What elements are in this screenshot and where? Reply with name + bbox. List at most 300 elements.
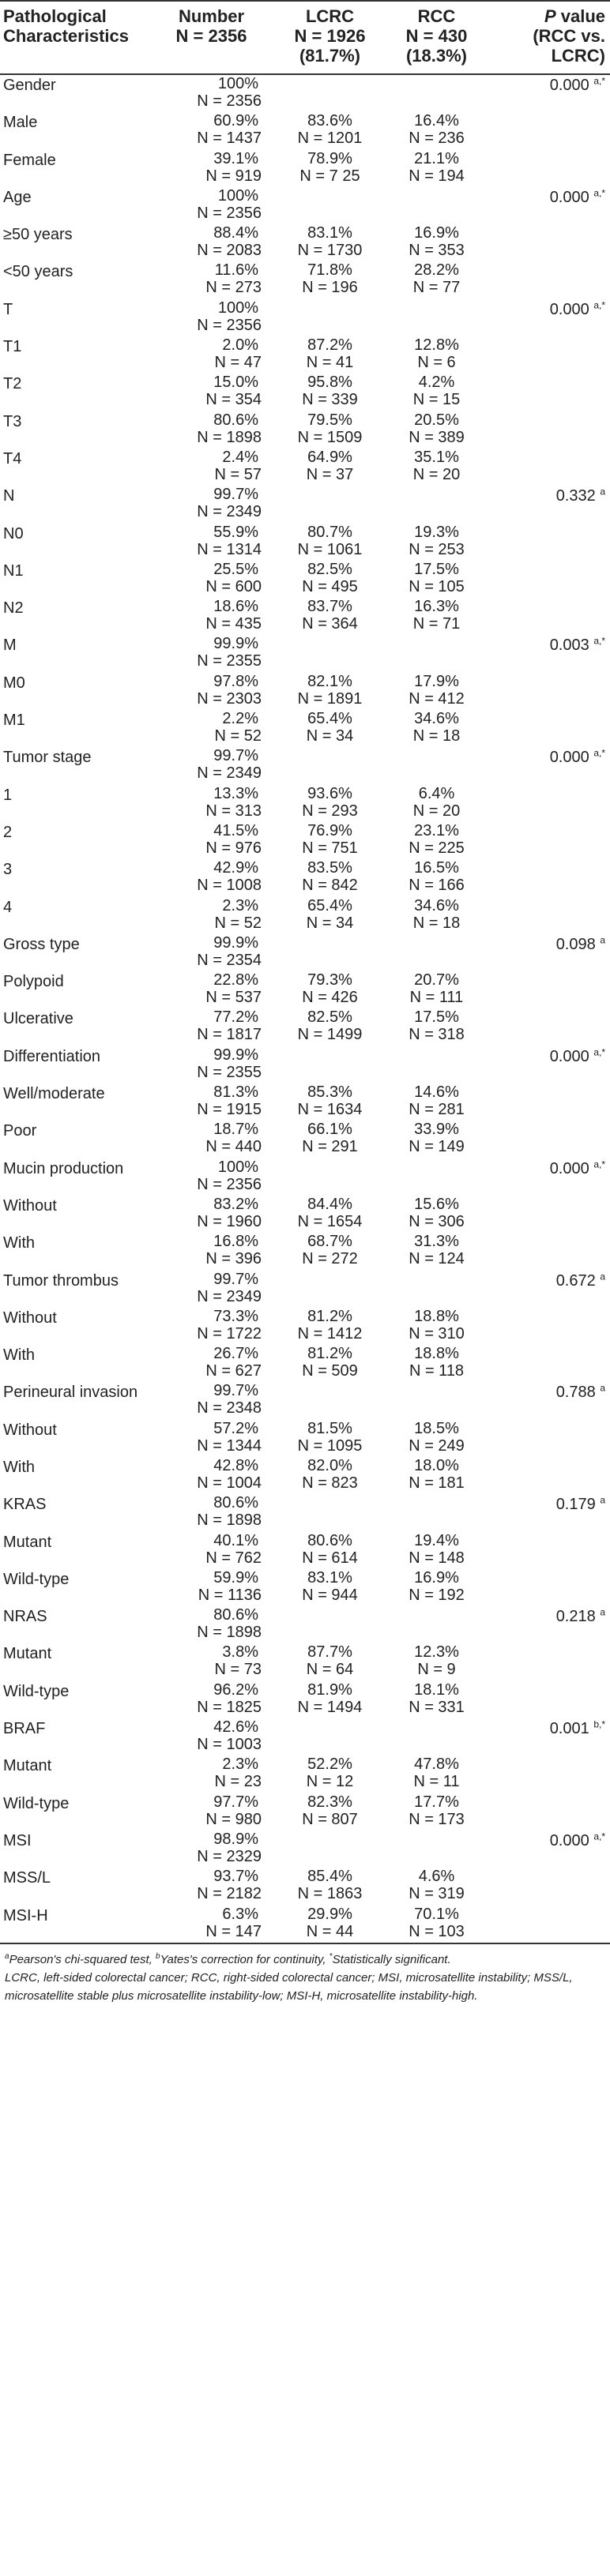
- cell-number: 77.2% N = 1817: [197, 1008, 262, 1044]
- cell-rcc: [387, 74, 486, 112]
- cell-rcc: 4.2% N = 15: [412, 374, 461, 409]
- header-rcc: RCC N = 430 (18.3%): [405, 6, 468, 66]
- row-label: Mucin production: [3, 1159, 124, 1177]
- cell-lcrc: 82.5% N = 495: [302, 560, 358, 595]
- cell-number: 18.7% N = 440: [205, 1121, 262, 1156]
- row-label: MSI-H: [3, 1906, 48, 1924]
- cell-p-value: [486, 1008, 610, 1046]
- header-p-value: P value (RCC vs. LCRC): [533, 6, 605, 66]
- cell-rcc: 16.5% N = 166: [409, 859, 465, 895]
- row-label: T4: [3, 449, 22, 468]
- cell-rcc: [387, 1718, 486, 1756]
- cell-p-value: [486, 1532, 610, 1569]
- cell-p-value: 0.000 $^{a,*}$: [549, 1046, 605, 1065]
- row-label: BRAF: [3, 1720, 46, 1738]
- row-label: Without: [3, 1309, 57, 1327]
- cell-p-value: [486, 150, 610, 187]
- cell-number: 100% N = 2356: [197, 75, 262, 110]
- table-row: [0, 150, 610, 187]
- cell-rcc: 19.4% N = 148: [409, 1531, 465, 1567]
- row-label: 2: [3, 823, 13, 841]
- row-label: Poor: [3, 1122, 37, 1140]
- cell-lcrc: 82.5% N = 1499: [297, 1008, 363, 1044]
- cell-number: 100% N = 2356: [197, 186, 262, 222]
- cell-p-value: 0.179 $^a$: [555, 1494, 605, 1514]
- cell-lcrc: [273, 1718, 387, 1756]
- cell-number: 98.9% N = 2329: [197, 1830, 262, 1865]
- cell-number: 96.2% N = 1825: [197, 1680, 262, 1716]
- cell-p-value: [486, 561, 610, 598]
- cell-lcrc: [273, 1831, 387, 1868]
- row-label: M0: [3, 674, 25, 692]
- table-row: [0, 1868, 610, 1905]
- row-label: MSS/L: [3, 1869, 51, 1887]
- row-label: Female: [3, 151, 56, 169]
- row-label: Well/moderate: [3, 1085, 105, 1103]
- cell-p-value: [486, 1083, 610, 1121]
- cell-rcc: 35.1% N = 20: [412, 448, 461, 483]
- row-label: 4: [3, 898, 13, 916]
- table-row: [0, 598, 610, 635]
- row-label: T3: [3, 412, 22, 430]
- cell-lcrc: 81.9% N = 1494: [297, 1680, 363, 1716]
- cell-p-value: [486, 374, 610, 411]
- table-row: [0, 1831, 610, 1868]
- cell-lcrc: 85.3% N = 1634: [297, 1083, 363, 1119]
- cell-p-value: [486, 1345, 610, 1382]
- row-label: Age: [3, 188, 32, 206]
- cell-p-value: 0.003 $^{a,*}$: [549, 635, 605, 655]
- cell-rcc: [387, 187, 486, 224]
- cell-number: 26.7% N = 627: [205, 1345, 262, 1380]
- cell-p-value: [486, 1681, 610, 1718]
- cell-rcc: 12.8% N = 6: [414, 336, 459, 372]
- cell-lcrc: [273, 1606, 387, 1643]
- cell-lcrc: 81.2% N = 1412: [297, 1307, 363, 1342]
- cell-p-value: 0.098 $^a$: [555, 934, 605, 953]
- cell-number: 3.8% N = 73: [214, 1643, 262, 1679]
- cell-number: 81.3% N = 1915: [197, 1083, 262, 1119]
- cell-lcrc: 83.6% N = 1201: [297, 112, 363, 148]
- table-row: [0, 1008, 610, 1046]
- table-row: [0, 971, 610, 1008]
- cell-rcc: 18.0% N = 181: [409, 1456, 465, 1492]
- cell-lcrc: 79.3% N = 426: [302, 971, 358, 1007]
- table-row: [0, 1756, 610, 1793]
- cell-lcrc: [273, 187, 387, 224]
- cell-p-value: 0.001 $^{b,*}$: [549, 1718, 605, 1738]
- cell-p-value: 0.000 $^{a,*}$: [549, 187, 605, 206]
- row-label: T2: [3, 375, 22, 393]
- table-row: [0, 1643, 610, 1680]
- cell-lcrc: 29.9% N = 44: [306, 1905, 354, 1940]
- cell-p-value: 0.000 $^{a,*}$: [549, 1158, 605, 1177]
- cell-rcc: 18.8% N = 118: [409, 1345, 465, 1380]
- cell-p-value: [486, 336, 610, 374]
- table-row: [0, 1420, 610, 1457]
- row-label: 1: [3, 786, 13, 804]
- cell-lcrc: 84.4% N = 1654: [297, 1195, 363, 1230]
- row-label: Gross type: [3, 935, 80, 953]
- cell-number: 2.4% N = 57: [214, 448, 262, 483]
- cell-rcc: 34.6% N = 18: [412, 710, 461, 745]
- cell-number: 42.6% N = 1003: [197, 1718, 262, 1754]
- cell-rcc: [387, 1494, 486, 1531]
- cell-lcrc: [273, 1271, 387, 1308]
- row-label: Perineural invasion: [3, 1384, 138, 1402]
- row-label: N: [3, 487, 15, 505]
- table-row: [0, 1382, 610, 1419]
- cell-number: 99.7% N = 2348: [197, 1382, 262, 1418]
- row-label: Mutant: [3, 1533, 52, 1551]
- cell-rcc: [387, 1382, 486, 1419]
- table-row: [0, 261, 610, 299]
- cell-p-value: [486, 224, 610, 261]
- cell-rcc: 15.6% N = 306: [409, 1195, 465, 1230]
- cell-p-value: [486, 261, 610, 299]
- row-label: N1: [3, 561, 24, 580]
- header-lcrc: LCRC N = 1926 (81.7%): [294, 6, 366, 66]
- cell-number: 18.6% N = 435: [205, 598, 262, 633]
- cell-rcc: 47.8% N = 11: [413, 1756, 460, 1791]
- row-label: Tumor stage: [3, 749, 92, 767]
- cell-rcc: 23.1% N = 225: [409, 821, 465, 857]
- cell-p-value: [486, 673, 610, 710]
- cell-p-value: [486, 1420, 610, 1457]
- cell-lcrc: [273, 299, 387, 336]
- table-row: [0, 1718, 610, 1756]
- cell-p-value: [486, 1868, 610, 1905]
- cell-rcc: 33.9% N = 149: [409, 1121, 465, 1156]
- row-label: Gender: [3, 77, 56, 94]
- cell-lcrc: 81.5% N = 1095: [297, 1419, 363, 1455]
- cell-lcrc: 78.9% N = 7 25: [299, 149, 360, 185]
- table-row: [0, 299, 610, 336]
- table-row: [0, 934, 610, 971]
- cell-p-value: 0.000 $^{a,*}$: [549, 1831, 605, 1849]
- cell-p-value: 0.000 $^{a,*}$: [549, 747, 605, 767]
- cell-lcrc: 76.9% N = 751: [302, 821, 358, 857]
- cell-lcrc: 80.7% N = 1061: [297, 523, 363, 558]
- row-label: Mutant: [3, 1645, 52, 1663]
- cell-lcrc: [273, 1046, 387, 1083]
- cell-lcrc: 71.8% N = 196: [302, 261, 358, 297]
- table-row: [0, 561, 610, 598]
- cell-rcc: [387, 299, 486, 336]
- cell-number: 13.3% N = 313: [205, 784, 262, 820]
- cell-rcc: 16.9% N = 192: [409, 1568, 465, 1604]
- row-label: MSI: [3, 1831, 32, 1849]
- cell-rcc: 18.1% N = 331: [409, 1680, 465, 1716]
- cell-lcrc: 83.5% N = 842: [302, 859, 358, 895]
- cell-lcrc: 82.0% N = 823: [302, 1456, 358, 1492]
- cell-lcrc: 81.2% N = 509: [302, 1345, 358, 1380]
- cell-number: 59.9% N = 1136: [198, 1568, 262, 1604]
- cell-p-value: [486, 1569, 610, 1606]
- cell-number: 40.1% N = 762: [205, 1531, 262, 1567]
- cell-lcrc: 87.7% N = 64: [306, 1643, 354, 1679]
- table-row: [0, 747, 610, 784]
- cell-number: 2.3% N = 23: [214, 1756, 262, 1791]
- cell-rcc: 17.5% N = 318: [409, 1008, 465, 1044]
- cell-lcrc: 52.2% N = 12: [306, 1756, 354, 1791]
- cell-p-value: 0.788 $^a$: [555, 1382, 605, 1402]
- table-row: [0, 1532, 610, 1569]
- cell-lcrc: 83.1% N = 1730: [297, 224, 363, 260]
- table-row: [0, 74, 610, 112]
- table-row: [0, 1121, 610, 1158]
- table-row: [0, 1083, 610, 1121]
- table-row: [0, 897, 610, 934]
- cell-rcc: 14.6% N = 281: [409, 1083, 465, 1119]
- cell-rcc: 28.2% N = 77: [412, 261, 461, 297]
- cell-p-value: 0.672 $^a$: [555, 1270, 605, 1290]
- cell-rcc: 6.4% N = 20: [412, 784, 461, 820]
- table-row: [0, 710, 610, 747]
- cell-lcrc: [273, 934, 387, 971]
- row-label: T1: [3, 338, 22, 356]
- footnote-line-2: LCRC, left-sided colorectal cancer; RCC, right-sided colorectal cancer; MSI, microsatellite instability; MSS/L, microsatellite stable plus microsatellite instability-low; MSI-H, microsatellite instability-high.: [5, 1970, 573, 2003]
- cell-p-value: [486, 971, 610, 1008]
- table-row: [0, 635, 610, 672]
- table-row: [0, 1494, 610, 1531]
- cell-p-value: [486, 1457, 610, 1494]
- cell-p-value: [486, 1643, 610, 1680]
- cell-lcrc: [273, 747, 387, 784]
- cell-lcrc: 65.4% N = 34: [306, 896, 354, 932]
- cell-p-value: [486, 1233, 610, 1270]
- cell-number: 6.3% N = 147: [205, 1905, 262, 1940]
- cell-rcc: [387, 1046, 486, 1083]
- cell-p-value: [486, 1756, 610, 1793]
- cell-number: 99.7% N = 2349: [197, 1270, 262, 1305]
- cell-p-value: [486, 1196, 610, 1233]
- cell-lcrc: 65.4% N = 34: [306, 710, 354, 745]
- cell-p-value: [486, 411, 610, 449]
- row-label: Differentiation: [3, 1047, 101, 1065]
- cell-rcc: 19.3% N = 253: [409, 523, 465, 558]
- table-body: [0, 74, 610, 1943]
- cell-lcrc: 66.1% N = 291: [302, 1121, 358, 1156]
- cell-number: 2.3% N = 52: [214, 896, 262, 932]
- row-label: With: [3, 1234, 35, 1252]
- row-label: M: [3, 636, 17, 655]
- cell-number: 11.6% N = 273: [205, 261, 262, 297]
- cell-rcc: 18.8% N = 310: [409, 1307, 465, 1342]
- cell-number: 42.9% N = 1008: [197, 859, 262, 895]
- cell-lcrc: 87.2% N = 41: [306, 336, 354, 372]
- row-label: Without: [3, 1196, 57, 1215]
- table-row: [0, 1345, 610, 1382]
- cell-lcrc: 80.6% N = 614: [302, 1531, 358, 1567]
- row-label: Without: [3, 1421, 57, 1439]
- table-row: [0, 486, 610, 523]
- table-row: [0, 1606, 610, 1643]
- cell-lcrc: [273, 74, 387, 112]
- cell-p-value: [486, 449, 610, 486]
- cell-p-value: [486, 897, 610, 934]
- cell-number: 57.2% N = 1344: [197, 1419, 262, 1455]
- cell-lcrc: [273, 486, 387, 523]
- row-label: Ulcerative: [3, 1010, 73, 1028]
- cell-p-value: [486, 1906, 610, 1943]
- cell-number: 99.7% N = 2349: [197, 486, 262, 521]
- cell-number: 97.7% N = 980: [205, 1793, 262, 1828]
- cell-number: 99.9% N = 2355: [197, 635, 262, 670]
- cell-rcc: [387, 1271, 486, 1308]
- cell-number: 100% N = 2356: [197, 1158, 262, 1193]
- cell-p-value: [486, 598, 610, 635]
- cell-p-value: [486, 859, 610, 896]
- table-row: [0, 411, 610, 449]
- row-label: NRAS: [3, 1608, 47, 1626]
- table-row: [0, 1233, 610, 1270]
- cell-number: 73.3% N = 1722: [197, 1307, 262, 1342]
- cell-number: 42.8% N = 1004: [197, 1456, 262, 1492]
- cell-number: 25.5% N = 600: [205, 560, 262, 595]
- table-row: [0, 1196, 610, 1233]
- cell-lcrc: 93.6% N = 293: [302, 784, 358, 820]
- cell-number: 41.5% N = 976: [205, 821, 262, 857]
- cell-lcrc: [273, 1382, 387, 1419]
- cell-rcc: [387, 1831, 486, 1868]
- cell-rcc: 17.7% N = 173: [409, 1793, 465, 1828]
- cell-lcrc: [273, 1158, 387, 1196]
- cell-p-value: [486, 710, 610, 747]
- cell-number: 99.9% N = 2355: [197, 1046, 262, 1081]
- cell-number: 2.0% N = 47: [214, 336, 262, 372]
- table-row: [0, 1906, 610, 1943]
- cell-rcc: [387, 1158, 486, 1196]
- table-row: [0, 785, 610, 822]
- table-row: [0, 449, 610, 486]
- row-label: KRAS: [3, 1496, 47, 1514]
- row-label: Male: [3, 114, 38, 132]
- table-row: [0, 224, 610, 261]
- header-characteristics: Pathological Characteristics: [3, 6, 129, 46]
- cell-lcrc: 85.4% N = 1863: [297, 1868, 363, 1903]
- cell-rcc: 20.7% N = 111: [409, 971, 464, 1007]
- cell-rcc: [387, 747, 486, 784]
- table-row: [0, 822, 610, 859]
- cell-number: 16.8% N = 396: [205, 1233, 262, 1268]
- row-label: M1: [3, 712, 25, 730]
- cell-rcc: 16.9% N = 353: [409, 224, 465, 260]
- cell-number: 93.7% N = 2182: [197, 1868, 262, 1903]
- cell-number: 2.2% N = 52: [214, 710, 262, 745]
- table-row: [0, 859, 610, 896]
- cell-number: 88.4% N = 2083: [197, 224, 262, 260]
- cell-lcrc: [273, 635, 387, 672]
- table-row: [0, 1457, 610, 1494]
- row-label: Wild-type: [3, 1570, 70, 1588]
- table-row: [0, 1569, 610, 1606]
- cell-rcc: 16.3% N = 71: [412, 598, 461, 633]
- table-row: [0, 1046, 610, 1083]
- cell-p-value: [486, 1121, 610, 1158]
- cell-number: 80.6% N = 1898: [197, 1494, 262, 1530]
- table-row: [0, 1308, 610, 1345]
- row-label: Wild-type: [3, 1794, 70, 1812]
- table-row: [0, 187, 610, 224]
- header-number: Number N = 2356: [175, 6, 247, 46]
- table-row: [0, 1271, 610, 1308]
- cell-p-value: [486, 112, 610, 149]
- cell-lcrc: 83.1% N = 944: [302, 1568, 358, 1604]
- table-row: [0, 673, 610, 710]
- cell-lcrc: 64.9% N = 37: [306, 448, 354, 483]
- row-label: Mutant: [3, 1757, 52, 1775]
- cell-lcrc: 82.3% N = 807: [302, 1793, 358, 1828]
- cell-rcc: [387, 934, 486, 971]
- table-row: [0, 1158, 610, 1196]
- row-label: T: [3, 300, 13, 318]
- cell-number: 60.9% N = 1437: [197, 112, 262, 148]
- cell-lcrc: [273, 1494, 387, 1531]
- cell-number: 39.1% N = 919: [205, 149, 262, 185]
- cell-number: 97.8% N = 2303: [197, 672, 262, 708]
- cell-rcc: 17.9% N = 412: [409, 672, 465, 708]
- row-label: Wild-type: [3, 1682, 70, 1700]
- cell-number: 55.9% N = 1314: [197, 523, 262, 558]
- cell-lcrc: 79.5% N = 1509: [297, 411, 363, 446]
- cell-number: 100% N = 2356: [197, 299, 262, 334]
- table-header: [0, 1, 610, 74]
- cell-rcc: 16.4% N = 236: [409, 112, 465, 148]
- cell-lcrc: 83.7% N = 364: [302, 598, 358, 633]
- table-footnote: [0, 1944, 610, 2005]
- cell-lcrc: 82.1% N = 1891: [297, 672, 363, 708]
- row-label: N0: [3, 524, 24, 543]
- cell-rcc: 21.1% N = 194: [409, 149, 465, 185]
- footnote-line-1: $^a$Pearson's chi-squared test, $^b$Yates's correction for continuity, *Statistically significant.: [5, 1951, 451, 1966]
- table-row: [0, 1681, 610, 1718]
- cell-p-value: 0.000 $^{a,*}$: [549, 75, 605, 94]
- cell-p-value: [486, 1308, 610, 1345]
- cell-rcc: [387, 635, 486, 672]
- cell-number: 99.7% N = 2349: [197, 747, 262, 783]
- row-label: Polypoid: [3, 973, 64, 991]
- cell-p-value: 0.000 $^{a,*}$: [549, 299, 605, 318]
- row-label: Tumor thrombus: [3, 1271, 119, 1290]
- cell-number: 99.9% N = 2354: [197, 933, 262, 969]
- row-label: With: [3, 1346, 35, 1365]
- cell-number: 83.2% N = 1960: [197, 1195, 262, 1230]
- cell-p-value: [486, 785, 610, 822]
- cell-p-value: 0.332 $^a$: [555, 486, 605, 505]
- cell-p-value: [486, 524, 610, 561]
- cell-rcc: 34.6% N = 18: [412, 896, 461, 932]
- row-label: 3: [3, 861, 13, 879]
- cell-rcc: 70.1% N = 103: [409, 1905, 465, 1940]
- cell-rcc: 4.6% N = 319: [409, 1868, 465, 1903]
- cell-rcc: 12.3% N = 9: [414, 1643, 459, 1679]
- cell-rcc: 17.5% N = 105: [409, 560, 465, 595]
- table-row: [0, 112, 610, 149]
- cell-rcc: [387, 1606, 486, 1643]
- cell-rcc: [387, 486, 486, 523]
- table-row: [0, 524, 610, 561]
- cell-p-value: 0.218 $^a$: [555, 1606, 605, 1626]
- cell-rcc: 31.3% N = 124: [409, 1233, 465, 1268]
- row-label: With: [3, 1458, 35, 1476]
- cell-p-value: [486, 1793, 610, 1831]
- cell-lcrc: 95.8% N = 339: [302, 374, 358, 409]
- row-label: N2: [3, 599, 24, 618]
- table-row: [0, 374, 610, 411]
- cell-number: 80.6% N = 1898: [197, 411, 262, 446]
- cell-rcc: 18.5% N = 249: [409, 1419, 465, 1455]
